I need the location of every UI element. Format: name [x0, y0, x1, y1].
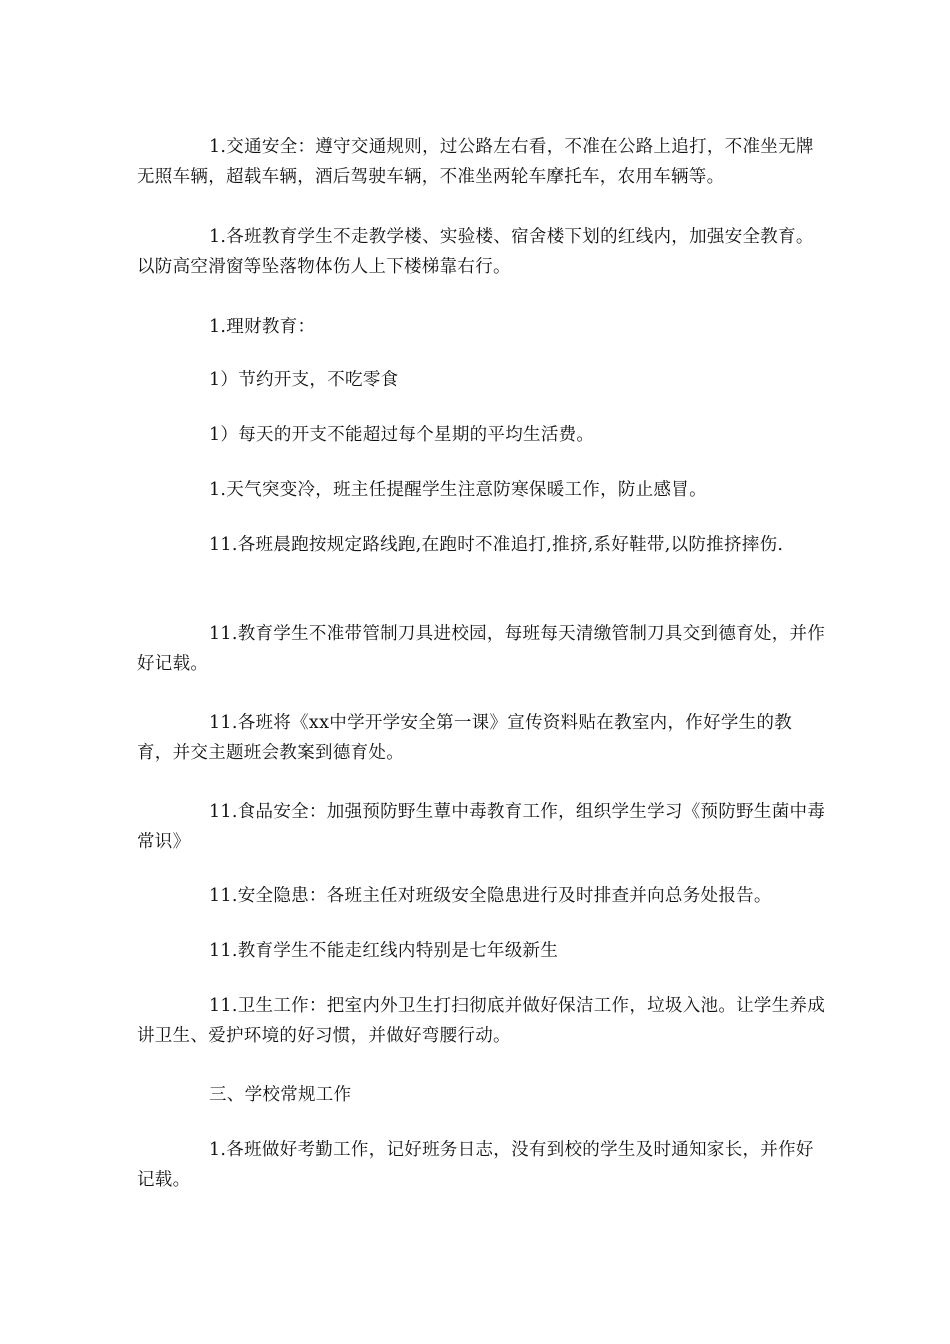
- paragraph-red-line-grade7: 11.教育学生不能走红线内特别是七年级新生: [209, 941, 559, 961]
- paragraph-hygiene-work: 11.卫生工作：把室内外卫生打扫彻底并做好保洁工作，垃圾入池。让学生养成讲卫生、爱护环境的好习惯，并做好弯腰行动。: [137, 996, 826, 1046]
- paragraph-finance-education: 1.理财教育：: [209, 317, 316, 337]
- paragraph-first-lesson: 11.各班将《xx中学开学安全第一课》宣传资料贴在教室内，作好学生的教育，并交主题班会教案到德育处。: [137, 713, 793, 763]
- section-heading-school-routine: 三、学校常规工作: [209, 1085, 352, 1105]
- paragraph-controlled-knives: 11.教育学生不准带管制刀具进校园，每班每天清缴管制刀具交到德育处，并作好记载。: [137, 624, 826, 674]
- paragraph-traffic-safety: 1.交通安全：遵守交通规则，过公路左右看，不准在公路上追打，不准坐无牌无照车辆，超载车辆，酒后驾驶车辆，不准坐两轮车摩托车，农用车辆等。: [137, 137, 814, 187]
- paragraph-safety-hazards: 11.安全隐患：各班主任对班级安全隐患进行及时排查并向总务处报告。: [209, 886, 772, 906]
- paragraph-weather-cold: 1.天气突变冷，班主任提醒学生注意防寒保暖工作，防止感冒。: [209, 480, 707, 500]
- paragraph-food-safety: 11.食品安全：加强预防野生蕈中毒教育工作，组织学生学习《预防野生菌中毒常识》: [137, 802, 826, 852]
- paragraph-morning-run: 11.各班晨跑按规定路线跑,在跑时不准追打,推挤,系好鞋带,以防推挤摔伤.: [209, 535, 784, 555]
- paragraph-daily-expenses: 1）每天的开支不能超过每个星期的平均生活费。: [209, 425, 595, 445]
- paragraph-red-line-safety: 1.各班教育学生不走教学楼、实验楼、宿舍楼下划的红线内，加强安全教育。以防高空滑窗等坠落物体伤人上下楼梯靠右行。: [137, 227, 814, 277]
- paragraph-save-expenses: 1）节约开支，不吃零食: [209, 370, 399, 390]
- paragraph-attendance: 1.各班做好考勤工作，记好班务日志，没有到校的学生及时通知家长，并作好记载。: [137, 1140, 814, 1190]
